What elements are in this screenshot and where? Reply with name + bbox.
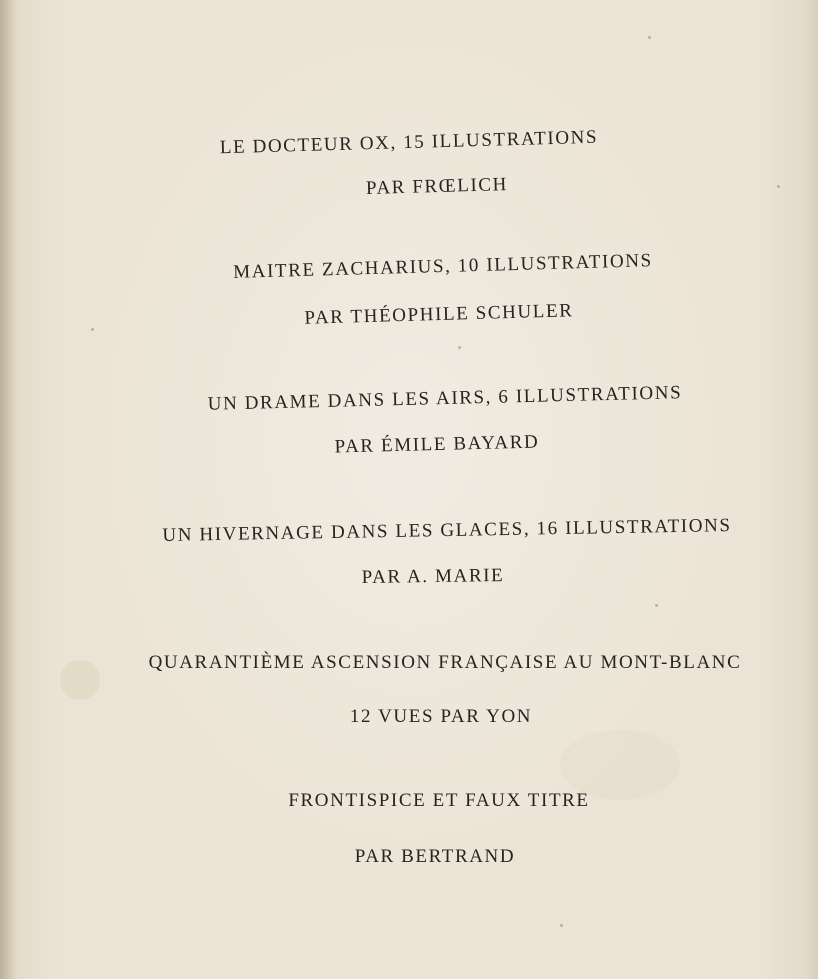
paper-speck <box>458 346 461 349</box>
entry-credit: PAR A. MARIE <box>361 565 505 588</box>
entry-credit: PAR BERTRAND <box>354 846 516 867</box>
entry-title: QUARANTIÈME ASCENSION FRANÇAISE AU MONT-BLANC <box>148 652 742 673</box>
entry-credit: PAR THÉOPHILE SCHULER <box>304 300 574 329</box>
entry-title: FRONTISPICE ET FAUX TITRE <box>288 790 590 811</box>
paper-speck <box>560 924 563 927</box>
paper-speck <box>648 36 651 39</box>
entry-credit: 12 VUES PAR YON <box>349 706 533 727</box>
entry-title: LE DOCTEUR OX, 15 ILLUSTRATIONS <box>219 126 599 159</box>
entry-credit: PAR ÉMILE BAYARD <box>334 431 540 458</box>
entry-title: UN DRAME DANS LES AIRS, 6 ILLUSTRATIONS <box>207 382 683 415</box>
entry-credit: PAR FRŒLICH <box>365 174 509 199</box>
entry-title: MAITRE ZACHARIUS, 10 ILLUSTRATIONS <box>232 250 654 283</box>
paper-speck <box>655 604 658 607</box>
entry-title: UN HIVERNAGE DANS LES GLACES, 16 ILLUSTRATIONS <box>162 515 732 546</box>
